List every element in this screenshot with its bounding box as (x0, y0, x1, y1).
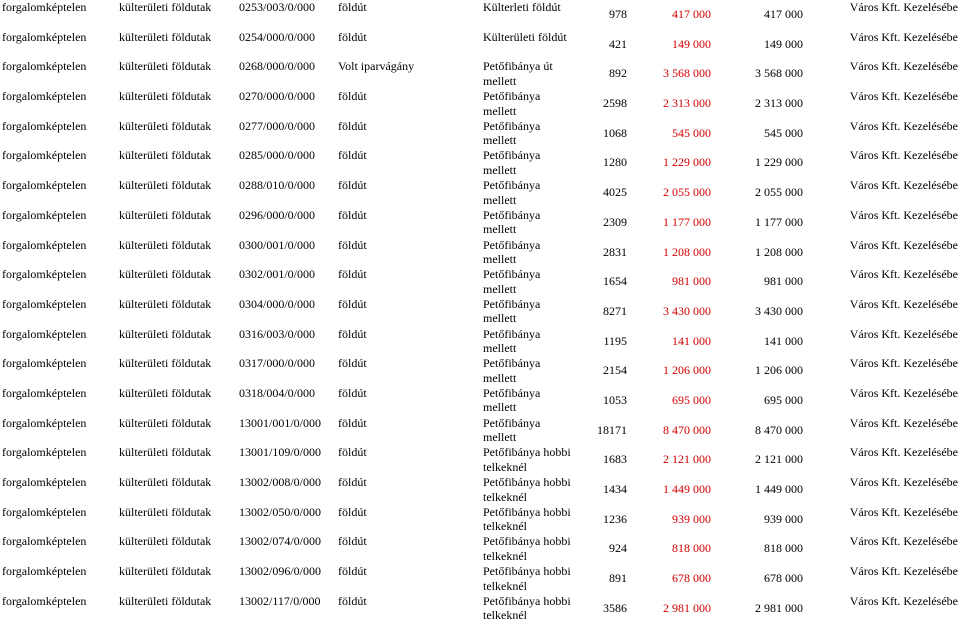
table-row (0, 119, 960, 149)
land-use-cell: földút (338, 237, 367, 252)
parcel-number-cell: 0317/000/0/000 (239, 356, 316, 371)
manager-cell: Város Kft. Kezelésébe (849, 326, 958, 341)
type-cell: forgalomképtelen (2, 504, 87, 519)
parcel-number-cell: 0318/004/0/000 (239, 385, 316, 400)
parcel-number-cell: 0268/000/0/000 (239, 59, 316, 74)
category-cell: külterületi földutak (119, 59, 212, 74)
net-value-cell: 2 313 000 (755, 96, 803, 111)
net-value-cell: 1 229 000 (755, 155, 803, 170)
net-value-cell: 141 000 (764, 333, 803, 348)
area-cell: 1053 (603, 392, 627, 407)
land-use-cell: földút (338, 29, 367, 44)
manager-cell: Város Kft. Kezelésébe (849, 237, 958, 252)
category-cell: külterületi földutak (119, 296, 212, 311)
parcel-number-cell: 13001/001/0/000 (239, 415, 322, 430)
type-cell: forgalomképtelen (2, 593, 87, 608)
land-use-cell: földút (338, 0, 367, 14)
type-cell: forgalomképtelen (2, 118, 87, 133)
net-value-cell: 545 000 (764, 125, 803, 140)
book-value-cell: 1 177 000 (663, 214, 711, 229)
land-use-cell: földút (338, 504, 367, 519)
type-cell: forgalomképtelen (2, 59, 87, 74)
parcel-number-cell: 0302/001/0/000 (239, 267, 316, 282)
parcel-number-cell: 13002/008/0/000 (239, 475, 322, 489)
net-value-cell: 2 121 000 (755, 452, 803, 467)
table-row (0, 148, 960, 178)
area-cell: 924 (609, 541, 627, 556)
table-row (0, 208, 960, 238)
category-cell: külterületi földutak (119, 89, 212, 104)
manager-cell: Város Kft. Kezelésébe (849, 0, 958, 14)
table-row (0, 59, 960, 89)
manager-cell: Város Kft. Kezelésébe (849, 118, 958, 133)
type-cell: forgalomképtelen (2, 237, 87, 252)
area-cell: 2154 (603, 363, 627, 378)
type-cell: forgalomképtelen (2, 445, 87, 460)
land-use-cell: Volt iparvágány (338, 59, 415, 74)
parcel-number-cell: 13002/074/0/000 (239, 534, 322, 549)
book-value-cell: 8 470 000 (663, 422, 711, 437)
table-row (0, 178, 960, 208)
book-value-cell: 417 000 (672, 7, 711, 21)
category-cell: külterületi földutak (119, 356, 212, 371)
parcel-number-cell: 0288/010/0/000 (239, 178, 316, 193)
parcel-number-cell: 0304/000/0/000 (239, 296, 316, 311)
parcel-number-cell: 13002/050/0/000 (239, 504, 322, 519)
location-cell: Petőfibánya mellett (483, 296, 541, 326)
area-cell: 3586 (603, 600, 627, 615)
net-value-cell: 1 206 000 (755, 363, 803, 378)
category-cell: külterületi földutak (119, 564, 212, 579)
type-cell: forgalomképtelen (2, 475, 87, 489)
parcel-number-cell: 0316/003/0/000 (239, 326, 316, 341)
location-cell: Petőfibánya mellett (483, 178, 541, 207)
land-use-cell: földút (338, 296, 367, 311)
type-cell: forgalomképtelen (2, 564, 87, 579)
land-use-cell: földút (338, 356, 367, 371)
table-row (0, 505, 960, 535)
manager-cell: Város Kft. Kezelésébe (849, 267, 958, 282)
location-cell: Petőfibánya mellett (483, 326, 541, 356)
table-row (0, 416, 960, 446)
manager-cell: Város Kft. Kezelésébe (849, 89, 958, 104)
location-cell: Petőfibánya hobbi telkeknél (483, 593, 571, 623)
table-row (0, 386, 960, 416)
book-value-cell: 818 000 (672, 541, 711, 556)
category-cell: külterületi földutak (119, 237, 212, 252)
table-row (0, 475, 960, 505)
category-cell: külterületi földutak (119, 118, 212, 133)
parcel-number-cell: 0300/001/0/000 (239, 237, 316, 252)
area-cell: 4025 (603, 185, 627, 200)
location-cell: Petőfibánya mellett (483, 237, 541, 266)
category-cell: külterületi földutak (119, 504, 212, 519)
table-row (0, 564, 960, 594)
net-value-cell: 939 000 (764, 511, 803, 526)
land-use-cell: földút (338, 207, 367, 222)
net-value-cell: 1 449 000 (755, 482, 803, 496)
land-use-cell: földút (338, 148, 367, 163)
parcel-number-cell: 0253/003/0/000 (239, 0, 316, 14)
book-value-cell: 1 208 000 (663, 244, 711, 259)
book-value-cell: 2 055 000 (663, 185, 711, 200)
parcel-number-cell: 0254/000/0/000 (239, 29, 316, 44)
location-cell: Petőfibánya mellett (483, 267, 541, 296)
land-use-cell: földút (338, 326, 367, 341)
type-cell: forgalomképtelen (2, 178, 87, 193)
net-value-cell: 3 430 000 (755, 303, 803, 318)
manager-cell: Város Kft. Kezelésébe (849, 356, 958, 371)
book-value-cell: 981 000 (672, 274, 711, 289)
area-cell: 892 (609, 66, 627, 81)
category-cell: külterületi földutak (119, 29, 212, 44)
category-cell: külterületi földutak (119, 326, 212, 341)
location-cell: Petőfibánya mellett (483, 415, 541, 445)
manager-cell: Város Kft. Kezelésébe (849, 564, 958, 579)
area-cell: 8271 (603, 303, 627, 318)
area-cell: 421 (609, 36, 627, 51)
location-cell: Petőfibánya mellett (483, 118, 541, 148)
manager-cell: Város Kft. Kezelésébe (849, 415, 958, 430)
net-value-cell: 1 177 000 (755, 214, 803, 229)
net-value-cell: 2 055 000 (755, 185, 803, 200)
type-cell: forgalomképtelen (2, 415, 87, 430)
book-value-cell: 2 121 000 (663, 452, 711, 467)
category-cell: külterületi földutak (119, 475, 212, 489)
manager-cell: Város Kft. Kezelésébe (849, 445, 958, 460)
category-cell: külterületi földutak (119, 267, 212, 282)
table-row (0, 445, 960, 475)
parcel-number-cell: 13002/096/0/000 (239, 564, 322, 579)
type-cell: forgalomképtelen (2, 207, 87, 222)
manager-cell: Város Kft. Kezelésébe (849, 534, 958, 549)
category-cell: külterületi földutak (119, 534, 212, 549)
net-value-cell: 818 000 (764, 541, 803, 556)
table-row (0, 356, 960, 386)
land-use-cell: földút (338, 415, 367, 430)
area-cell: 891 (609, 571, 627, 586)
area-cell: 1280 (603, 155, 627, 170)
type-cell: forgalomképtelen (2, 296, 87, 311)
category-cell: külterületi földutak (119, 148, 212, 163)
category-cell: külterületi földutak (119, 415, 212, 430)
manager-cell: Város Kft. Kezelésébe (849, 385, 958, 400)
land-use-cell: földút (338, 445, 367, 460)
net-value-cell: 981 000 (764, 274, 803, 289)
type-cell: forgalomképtelen (2, 29, 87, 44)
table-row (0, 30, 960, 60)
category-cell: külterületi földutak (119, 445, 212, 460)
land-use-cell: földút (338, 475, 367, 489)
book-value-cell: 2 313 000 (663, 96, 711, 111)
net-value-cell: 678 000 (764, 571, 803, 586)
table-row (0, 267, 960, 297)
area-cell: 1236 (603, 511, 627, 526)
net-value-cell: 149 000 (764, 36, 803, 51)
manager-cell: Város Kft. Kezelésébe (849, 148, 958, 163)
book-value-cell: 3 430 000 (663, 303, 711, 318)
book-value-cell: 678 000 (672, 571, 711, 586)
table-row (0, 534, 960, 564)
book-value-cell: 1 449 000 (663, 482, 711, 496)
location-cell: Petőfibánya mellett (483, 89, 541, 118)
area-cell: 18171 (597, 422, 627, 437)
type-cell: forgalomképtelen (2, 89, 87, 104)
table-row (0, 297, 960, 327)
area-cell: 1195 (603, 333, 627, 348)
location-cell: Petőfibánya mellett (483, 148, 541, 177)
area-cell: 1683 (603, 452, 627, 467)
area-cell: 1434 (603, 482, 627, 496)
location-cell: Petőfibánya hobbi telkeknél (483, 504, 571, 534)
category-cell: külterületi földutak (119, 385, 212, 400)
land-use-cell: földút (338, 385, 367, 400)
type-cell: forgalomképtelen (2, 267, 87, 282)
book-value-cell: 545 000 (672, 125, 711, 140)
type-cell: forgalomképtelen (2, 326, 87, 341)
book-value-cell: 1 206 000 (663, 363, 711, 378)
land-use-cell: földút (338, 593, 367, 608)
area-cell: 2309 (603, 214, 627, 229)
type-cell: forgalomképtelen (2, 356, 87, 371)
category-cell: külterületi földutak (119, 0, 212, 14)
table-row (0, 0, 960, 30)
category-cell: külterületi földutak (119, 593, 212, 608)
location-cell: Petőfibánya hobbi telkeknél (483, 445, 571, 474)
category-cell: külterületi földutak (119, 178, 212, 193)
location-cell: Petőfibánya hobbi telkeknél (483, 475, 571, 504)
manager-cell: Város Kft. Kezelésébe (849, 29, 958, 44)
location-cell: Külterleti földút (483, 0, 561, 14)
manager-cell: Város Kft. Kezelésébe (849, 207, 958, 222)
book-value-cell: 695 000 (672, 392, 711, 407)
net-value-cell: 2 981 000 (755, 600, 803, 615)
book-value-cell: 141 000 (672, 333, 711, 348)
parcel-number-cell: 0277/000/0/000 (239, 118, 316, 133)
location-cell: Petőfibánya mellett (483, 385, 541, 415)
net-value-cell: 3 568 000 (755, 66, 803, 81)
area-cell: 2598 (603, 96, 627, 111)
net-value-cell: 695 000 (764, 392, 803, 407)
table-row (0, 89, 960, 119)
net-value-cell: 1 208 000 (755, 244, 803, 259)
book-value-cell: 939 000 (672, 511, 711, 526)
area-cell: 2831 (603, 244, 627, 259)
manager-cell: Város Kft. Kezelésébe (849, 504, 958, 519)
location-cell: Petőfibánya hobbi telkeknél (483, 564, 571, 593)
book-value-cell: 149 000 (672, 36, 711, 51)
land-use-cell: földút (338, 534, 367, 549)
land-use-cell: földút (338, 178, 367, 193)
location-cell: Petőfibánya út mellett (483, 59, 553, 88)
type-cell: forgalomképtelen (2, 385, 87, 400)
area-cell: 1654 (603, 274, 627, 289)
parcel-number-cell: 13001/109/0/000 (239, 445, 322, 460)
land-use-cell: földút (338, 118, 367, 133)
book-value-cell: 2 981 000 (663, 600, 711, 615)
land-use-cell: földút (338, 564, 367, 579)
parcel-number-cell: 0296/000/0/000 (239, 207, 316, 222)
manager-cell: Város Kft. Kezelésébe (849, 178, 958, 193)
land-use-cell: földút (338, 267, 367, 282)
table-row (0, 594, 960, 624)
category-cell: külterületi földutak (119, 207, 212, 222)
type-cell: forgalomképtelen (2, 148, 87, 163)
type-cell: forgalomképtelen (2, 534, 87, 549)
manager-cell: Város Kft. Kezelésébe (849, 593, 958, 608)
location-cell: Petőfibánya hobbi telkeknél (483, 534, 571, 563)
manager-cell: Város Kft. Kezelésébe (849, 59, 958, 74)
table-row (0, 327, 960, 357)
book-value-cell: 1 229 000 (663, 155, 711, 170)
net-value-cell: 417 000 (764, 7, 803, 21)
parcel-number-cell: 0270/000/0/000 (239, 89, 316, 104)
location-cell: Külterületi földút (483, 29, 567, 44)
type-cell: forgalomképtelen (2, 0, 87, 14)
book-value-cell: 3 568 000 (663, 66, 711, 81)
parcel-number-cell: 13002/117/0/000 (239, 593, 321, 608)
area-cell: 978 (609, 7, 627, 21)
location-cell: Petőfibánya mellett (483, 207, 541, 237)
net-value-cell: 8 470 000 (755, 422, 803, 437)
parcel-number-cell: 0285/000/0/000 (239, 148, 316, 163)
location-cell: Petőfibánya mellett (483, 356, 541, 385)
area-cell: 1068 (603, 125, 627, 140)
land-use-cell: földút (338, 89, 367, 104)
manager-cell: Város Kft. Kezelésébe (849, 475, 958, 489)
table-row (0, 238, 960, 268)
manager-cell: Város Kft. Kezelésébe (849, 296, 958, 311)
